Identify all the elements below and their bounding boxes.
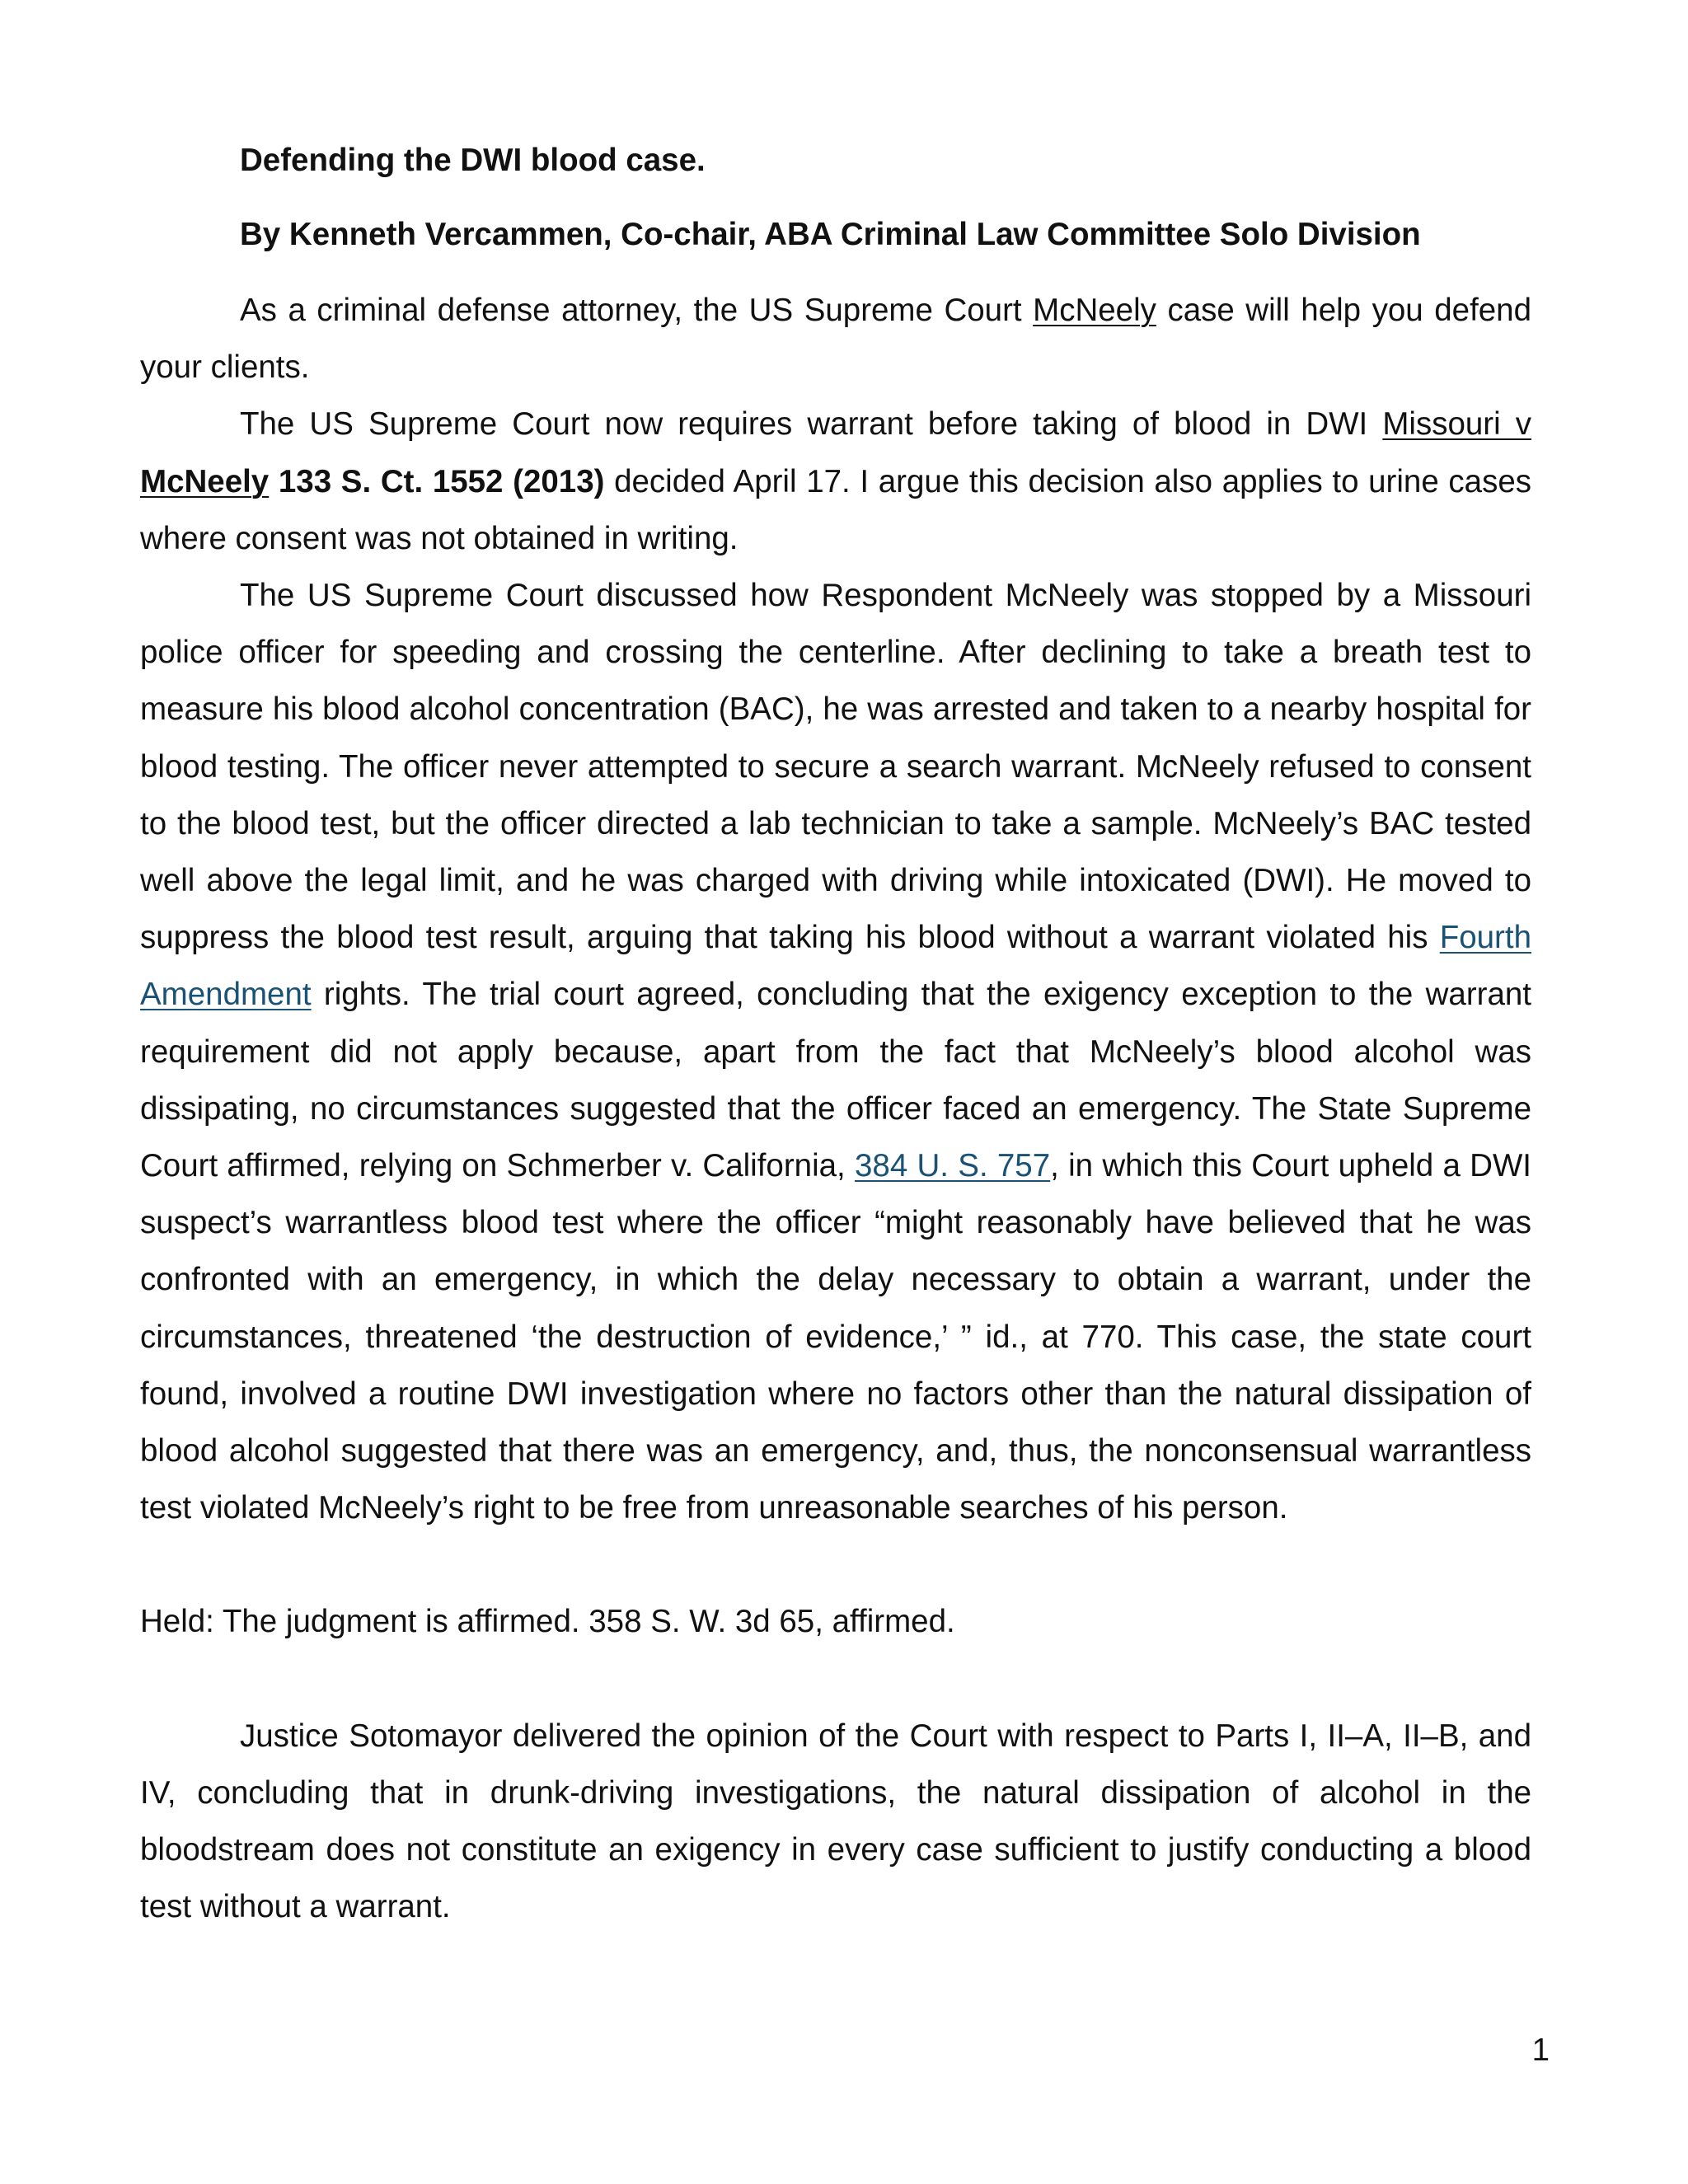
page-number: 1	[1531, 2032, 1550, 2068]
fourth-amendment-link[interactable]: Fourth Amendment	[140, 920, 1531, 1013]
case-citation: 133 S. Ct. 1552 (2013)	[269, 463, 605, 499]
paragraph-intro	[140, 282, 1531, 396]
mcneely-case-reference: McNeely	[1033, 293, 1156, 328]
facts-text-part3: , in which this Court upheld a DWI suspect’s warrantless blood test where the officer “might reasonably have believed that he was confronted with an emergency, in which the delay necessary to obtain a warrant, under the circumstances, threatened ‘the destruction of evidence,’ ” id., at 770. This case, the state court found, involved a routine DWI investigation where no factors other than the natural dissipation of blood alcohol suggested that there was an emergency, and, thus, the nonconsensual warrantless test violated McNeely’s right to be free from unreasonable searches of his person.	[140, 1148, 1531, 1526]
case-name-missouri: Missouri v	[1382, 406, 1531, 443]
document-title: Defending the DWI blood case.	[240, 143, 706, 178]
document-body	[140, 132, 1531, 1935]
schmerber-citation-link[interactable]: 384 U. S. 757	[855, 1148, 1051, 1184]
paragraph-warrant-requirement	[140, 396, 1531, 567]
paragraph-held: Held: The judgment is affirmed. 358 S. W. 3d 65, affirmed.	[140, 1604, 955, 1640]
warrant-text-before: The US Supreme Court now requires warrant before taking of blood in DWI	[240, 406, 1383, 443]
spacer	[140, 1651, 1531, 1708]
paragraph-case-facts	[140, 567, 1531, 1536]
intro-text-after: case will help you defend your clients.	[140, 293, 1532, 386]
intro-text-before: As a criminal defense attorney, the US Supreme Court	[240, 293, 1034, 328]
facts-text-part1: The US Supreme Court discussed how Respondent McNeely was stopped by a Missouri police officer for speeding and crossing the centerline. After declining to take a breath test to measure his blood alcohol concentration (BAC), he was arrested and taken to a nearby hospital for blood testing. The officer never attempted to secure a search warrant. McNeely refused to consent to the blood test, but the officer directed a lab technician to take a sample. McNeely’s BAC tested well above the legal limit, and he was charged with driving while intoxicated (DWI). He moved to suppress the blood test result, arguing that taking his blood without a warrant violated his	[140, 578, 1531, 956]
spacer	[140, 1536, 1531, 1593]
case-name-mcneely: McNeely	[140, 463, 270, 499]
facts-text-part2: rights. The trial court agreed, concluding that the exigency exception to the warrant requirement did not apply because, apart from the fact that McNeely’s blood alcohol was dissipating, no circumstances suggested that the officer faced an emergency. The State Supreme Court affirmed, relying on Schmerber v. California,	[140, 977, 1531, 1184]
document-byline: By Kenneth Vercammen, Co-chair, ABA Criminal Law Committee Solo Division	[240, 217, 1421, 252]
paragraph-opinion: Justice Sotomayor delivered the opinion of the Court with respect to Parts I, II–A, II–B, and IV, concluding that in drunk-driving investigations, the natural dissipation of alcohol in the bloodstream does not constitute an exigency in every case sufficient to justify conducting a blood test without a warrant.	[140, 1718, 1531, 1925]
warrant-text-after: decided April 17. I argue this decision also applies to urine cases where consent was not obtained in writing.	[140, 463, 1531, 556]
